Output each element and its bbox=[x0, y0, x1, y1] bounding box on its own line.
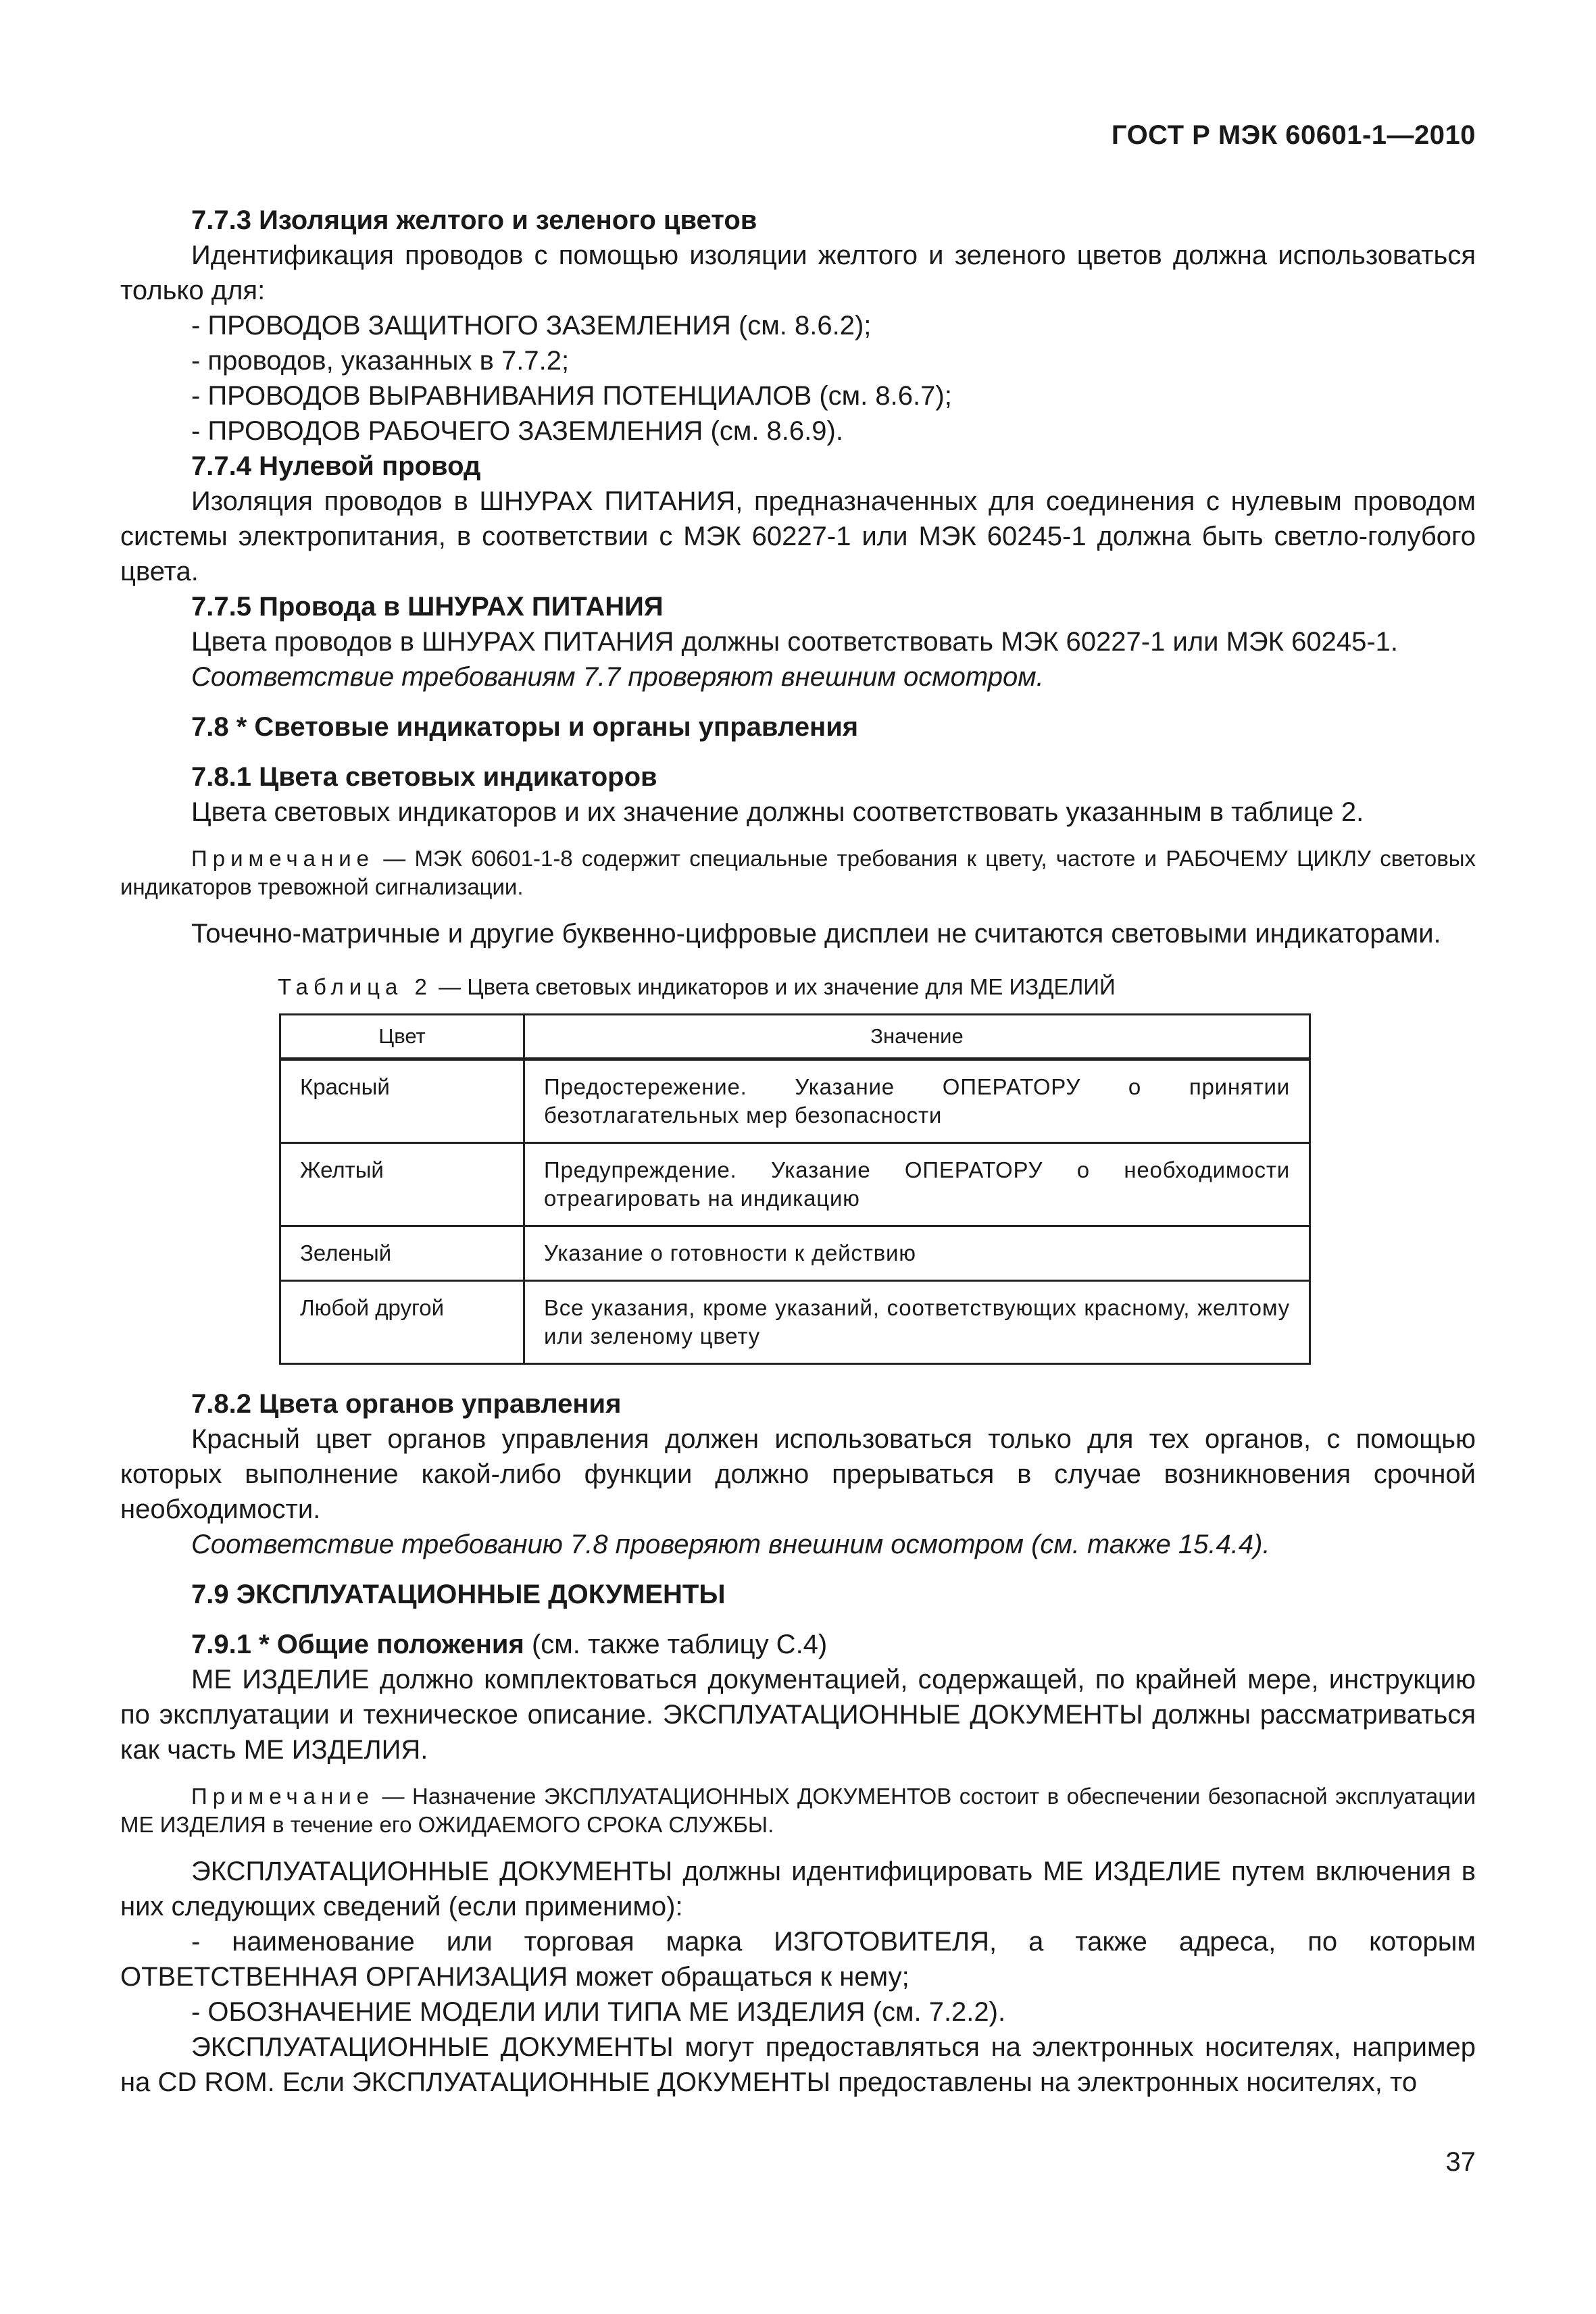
table-caption-text: — Цвета световых индикаторов и их значение для МЕ ИЗДЕЛИЙ bbox=[432, 974, 1116, 999]
spacer bbox=[120, 1839, 1476, 1854]
table-header-color: Цвет bbox=[280, 1015, 524, 1059]
section-title-7-8: 7.8 * Световые индикаторы и органы управления bbox=[191, 712, 859, 742]
spacer bbox=[120, 1767, 1476, 1782]
note-text: — МЭК 60601-1-8 содержит специальные требования к цвету, частоте и РАБОЧЕМУ ЦИКЛУ световых индикаторов тревожной сигнализации. bbox=[120, 846, 1476, 899]
section-title-7-7-5: 7.7.5 Провода в ШНУРАХ ПИТАНИЯ bbox=[191, 592, 664, 622]
spacer bbox=[120, 695, 1476, 709]
table-cell-color: Красный bbox=[280, 1059, 524, 1143]
table-cell-meaning: Предостережение. Указание ОПЕРАТОРУ о принятии безотлагательных мер безопасности bbox=[524, 1059, 1310, 1143]
compliance-statement: Соответствие требованию 7.8 проверяют внешним осмотром (см. также 15.4.4). bbox=[191, 1530, 1270, 1559]
paragraph: Изоляция проводов в ШНУРАХ ПИТАНИЯ, предназначенных для соединения с нулевым проводом системы электропитания, в соответствии с МЭК 60227-1 или МЭК 60245-1 должна быть светло-голубого цвета. bbox=[120, 486, 1476, 586]
paragraph: МЕ ИЗДЕЛИЕ должно комплектоваться документацией, содержащей, по крайней мере, инструкцию по эксплуатации и техническое описание. ЭКСПЛУАТАЦИОННЫЕ ДОКУМЕНТЫ должны рассматриваться как часть МЕ ИЗДЕЛИЯ. bbox=[120, 1665, 1476, 1765]
paragraph: Цвета проводов в ШНУРАХ ПИТАНИЯ должны соответствовать МЭК 60227-1 или МЭК 60245-1. bbox=[191, 627, 1398, 657]
compliance-statement: Соответствие требованиям 7.7 проверяют внешним осмотром. bbox=[191, 662, 1044, 692]
spacer bbox=[120, 951, 1476, 973]
spacer bbox=[120, 1365, 1476, 1386]
spacer bbox=[120, 1562, 1476, 1577]
list-item: - наименование или торговая марка ИЗГОТОВИТЕЛЯ, а также адреса, по которым ОТВЕТСТВЕННАЯ ОРГАНИЗАЦИЯ может обращаться к нему; bbox=[120, 1927, 1476, 1992]
table-row bbox=[280, 1143, 1310, 1226]
table-cell-meaning: Указание о готовности к действию bbox=[524, 1226, 1310, 1281]
page-number: 37 bbox=[1445, 2147, 1476, 2177]
spacer bbox=[120, 1612, 1476, 1627]
list-item: - ОБОЗНАЧЕНИЕ МОДЕЛИ ИЛИ ТИПА МЕ ИЗДЕЛИЯ (см. 7.2.2). bbox=[191, 1997, 1006, 2027]
note bbox=[120, 1782, 1476, 1839]
list-item: - ПРОВОДОВ ВЫРАВНИВАНИЯ ПОТЕНЦИАЛОВ (см. 8.6.7); bbox=[191, 381, 952, 411]
table-caption bbox=[278, 973, 1476, 1001]
document-header: ГОСТ Р МЭК 60601-1—2010 bbox=[1111, 120, 1476, 150]
section-title-7-9-1-bold: 7.9.1 * Общие положения bbox=[191, 1630, 524, 1659]
paragraph: ЭКСПЛУАТАЦИОННЫЕ ДОКУМЕНТЫ должны идентифицировать МЕ ИЗДЕЛИЕ путем включения в них следующих сведений (если применимо): bbox=[120, 1857, 1476, 1921]
section-title-7-9-1 bbox=[120, 1627, 1476, 1662]
spacer bbox=[120, 745, 1476, 759]
spacer bbox=[120, 830, 1476, 845]
paragraph: Точечно-матричные и другие буквенно-цифровые дисплеи не считаются световыми индикаторами. bbox=[191, 919, 1441, 949]
list-item: - проводов, указанных в 7.7.2; bbox=[191, 346, 570, 376]
list-item: - ПРОВОДОВ ЗАЩИТНОГО ЗАЗЕМЛЕНИЯ (см. 8.6.2); bbox=[191, 311, 872, 341]
section-title-7-8-2: 7.8.2 Цвета органов управления bbox=[191, 1389, 622, 1419]
table-cell-meaning: Все указания, кроме указаний, соответствующих красному, желтому или зеленому цвету bbox=[524, 1281, 1310, 1364]
paragraph: ЭКСПЛУАТАЦИОННЫЕ ДОКУМЕНТЫ могут предоставляться на электронных носителях, например на CD ROM. Если ЭКСПЛУАТАЦИОННЫЕ ДОКУМЕНТЫ предоставлены на электронных носителях, то bbox=[120, 2032, 1476, 2097]
note-label: Примечание bbox=[191, 1784, 375, 1809]
list-item: - ПРОВОДОВ РАБОЧЕГО ЗАЗЕМЛЕНИЯ (см. 8.6.9). bbox=[191, 416, 843, 446]
note bbox=[120, 845, 1476, 901]
paragraph: Идентификация проводов с помощью изоляции желтого и зеленого цветов должна использоваться только для: bbox=[120, 241, 1476, 305]
spacer bbox=[120, 901, 1476, 916]
paragraph: Красный цвет органов управления должен использоваться только для тех органов, с помощью которых выполнение какой-либо функции должно прерываться в случае возникновения срочной необходимости. bbox=[120, 1424, 1476, 1524]
document-body bbox=[120, 203, 1476, 2100]
paragraph: Цвета световых индикаторов и их значение должны соответствовать указанным в таблице 2. bbox=[191, 797, 1364, 827]
table-caption-label: Таблица 2 bbox=[278, 974, 432, 999]
table-cell-color: Любой другой bbox=[280, 1281, 524, 1364]
section-title-7-9: 7.9 ЭКСПЛУАТАЦИОННЫЕ ДОКУМЕНТЫ bbox=[191, 1580, 726, 1609]
indicator-colors-table bbox=[279, 1013, 1311, 1365]
note-text: — Назначение ЭКСПЛУАТАЦИОННЫХ ДОКУМЕНТОВ состоит в обеспечении безопасной эксплуатации МЕ ИЗДЕЛИЯ в течение его ОЖИДАЕМОГО СРОКА СЛУЖБЫ. bbox=[120, 1784, 1476, 1837]
table-row bbox=[280, 1281, 1310, 1364]
section-title-7-8-1: 7.8.1 Цвета световых индикаторов bbox=[191, 762, 657, 792]
section-title-7-9-1-suffix: (см. также таблицу С.4) bbox=[524, 1630, 828, 1659]
table-header-row bbox=[280, 1015, 1310, 1059]
table-cell-meaning: Предупреждение. Указание ОПЕРАТОРУ о необходимости отреагировать на индикацию bbox=[524, 1143, 1310, 1226]
note-label: Примечание bbox=[191, 846, 375, 871]
section-title-7-7-4: 7.7.4 Нулевой провод bbox=[191, 451, 481, 481]
table-cell-color: Зеленый bbox=[280, 1226, 524, 1281]
table-header-meaning: Значение bbox=[524, 1015, 1310, 1059]
table-row bbox=[280, 1059, 1310, 1143]
table-row bbox=[280, 1226, 1310, 1281]
section-title-7-7-3: 7.7.3 Изоляция желтого и зеленого цветов bbox=[191, 205, 757, 235]
table-cell-color: Желтый bbox=[280, 1143, 524, 1226]
